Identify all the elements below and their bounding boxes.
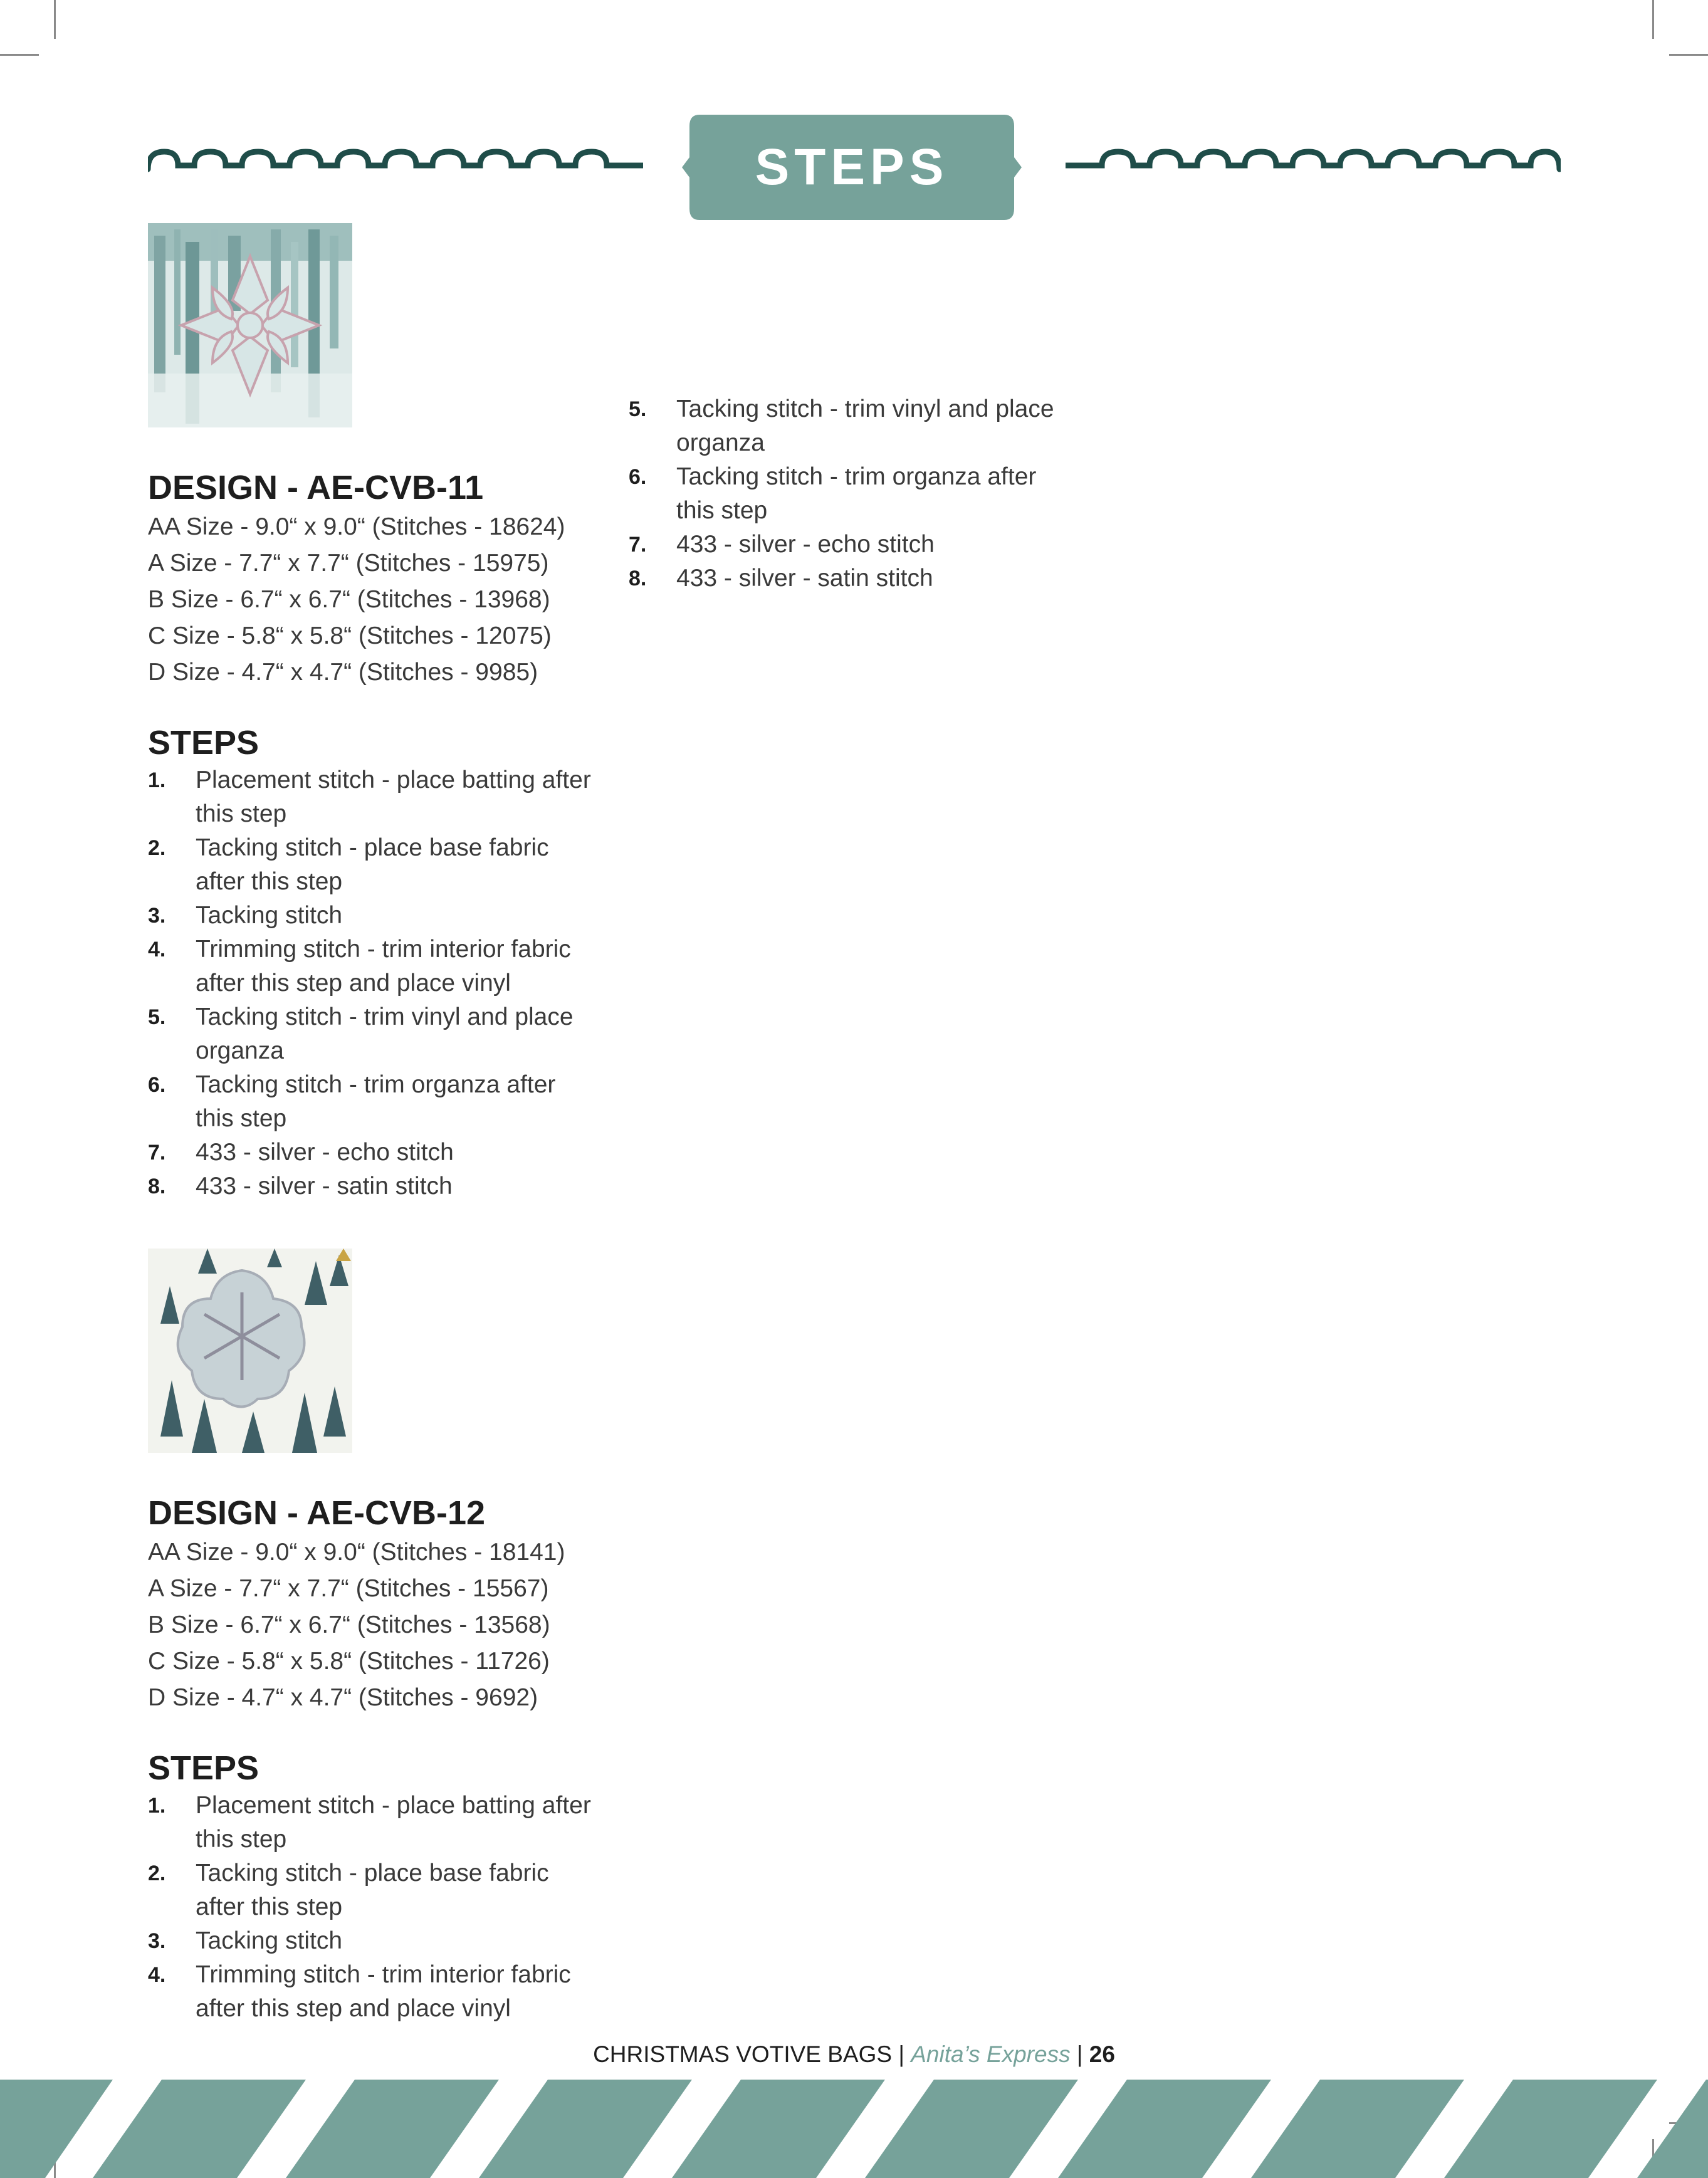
footer-title: CHRISTMAS VOTIVE BAGS [593, 2041, 893, 2067]
step-item: 4. Trimming stitch - trim interior fabric after this step and place vinyl [148, 936, 571, 997]
step-item: 6. Tacking stitch - trim organza after this step [148, 1071, 556, 1132]
size-line: D Size - 4.7“ x 4.7“ (Stitches - 9985) [148, 659, 538, 686]
steps-block-ae-cvb-11 [148, 722, 599, 1203]
steps-heading: STEPS [148, 724, 259, 762]
size-line: A Size - 7.7“ x 7.7“ (Stitches - 15975) [148, 550, 549, 577]
steps-list [629, 392, 1080, 595]
design-image-ae-cvb-12 [148, 1249, 352, 1453]
size-line: AA Size - 9.0“ x 9.0“ (Stitches - 18624) [148, 513, 565, 540]
design-image-ae-cvb-11 [148, 223, 352, 427]
step-item: 5. Tacking stitch - trim vinyl and place organza [148, 1003, 574, 1064]
steps-list [148, 763, 599, 1203]
size-line: C Size - 5.8“ x 5.8“ (Stitches - 12075) [148, 622, 552, 649]
header-wave-right [1066, 138, 1561, 175]
design-title: DESIGN - AE-CVB-11 [148, 469, 484, 506]
page-footer [0, 2039, 1708, 2070]
size-line: C Size - 5.8“ x 5.8“ (Stitches - 11726) [148, 1648, 550, 1675]
page-title: STEPS [755, 139, 949, 196]
step-item: 6. Tacking stitch - trim organza after this step [629, 463, 1037, 524]
page-title-badge [682, 115, 1022, 220]
step-item: 7. 433 - silver - echo stitch [629, 531, 935, 558]
design-block-ae-cvb-12 [148, 1492, 624, 1716]
footer-stripes [0, 2080, 1708, 2178]
size-line: A Size - 7.7“ x 7.7“ (Stitches - 15567) [148, 1575, 549, 1602]
step-item: 3. Tacking stitch [148, 902, 343, 929]
design-title: DESIGN - AE-CVB-12 [148, 1494, 486, 1532]
step-item: 8. 433 - silver - satin stitch [629, 565, 933, 592]
step-item: 5. Tacking stitch - trim vinyl and place organza [629, 395, 1054, 456]
footer-separator: | [898, 2041, 904, 2067]
step-item: 2. Tacking stitch - place base fabric after this step [148, 1860, 549, 1920]
steps-list [148, 1789, 599, 2026]
step-item: 2. Tacking stitch - place base fabric after this step [148, 834, 549, 895]
size-line: B Size - 6.7“ x 6.7“ (Stitches - 13968) [148, 586, 550, 613]
size-line: D Size - 4.7“ x 4.7“ (Stitches - 9692) [148, 1684, 538, 1711]
size-line: AA Size - 9.0“ x 9.0“ (Stitches - 18141) [148, 1539, 565, 1566]
step-item: 3. Tacking stitch [148, 1927, 343, 1954]
steps-block-ae-cvb-12 [148, 1747, 599, 2026]
footer-brand: Anita’s Express [911, 2041, 1071, 2067]
design-block-ae-cvb-11 [148, 466, 624, 691]
step-item: 4. Trimming stitch - trim interior fabric after this step and place vinyl [148, 1961, 571, 2022]
step-item: 1. Placement stitch - place batting after this step [148, 767, 591, 827]
crop-mark [1669, 54, 1708, 56]
step-item: 1. Placement stitch - place batting after this step [148, 1792, 591, 1853]
crop-mark [0, 54, 39, 56]
steps-heading: STEPS [148, 1749, 259, 1787]
page-number: 26 [1089, 2041, 1115, 2067]
size-line: B Size - 6.7“ x 6.7“ (Stitches - 13568) [148, 1611, 550, 1638]
step-item: 7. 433 - silver - echo stitch [148, 1139, 454, 1166]
header-wave-left [148, 138, 643, 175]
steps-block-ae-cvb-12-continued [629, 392, 1080, 595]
footer-separator: | [1076, 2041, 1083, 2067]
crop-mark [54, 0, 56, 39]
crop-mark [1652, 0, 1654, 39]
step-item: 8. 433 - silver - satin stitch [148, 1173, 453, 1200]
